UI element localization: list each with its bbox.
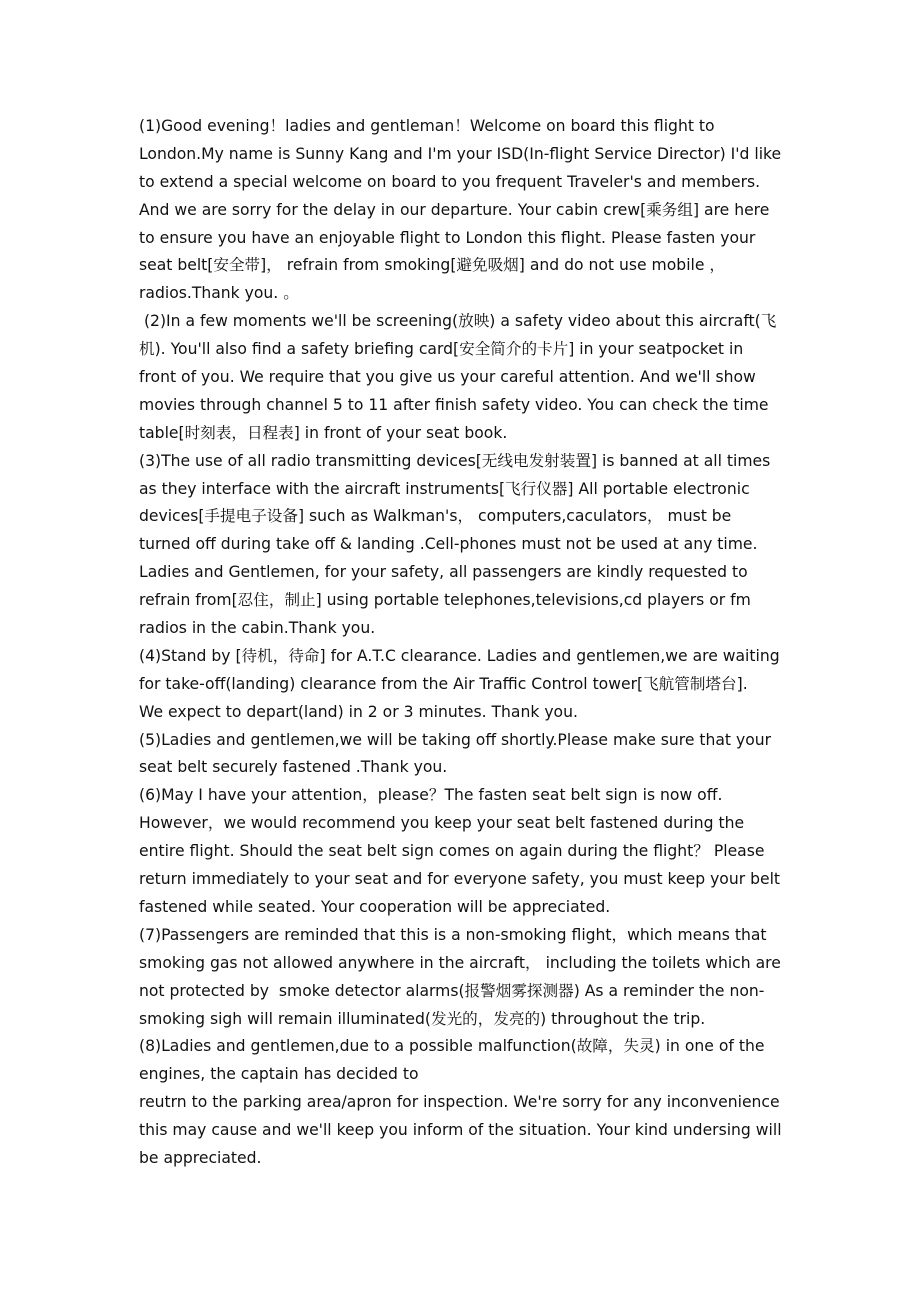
text-line: not protected by smoke detector alarms(报警烟雾探测器) As a reminder the non- (139, 981, 765, 1000)
text-line: 机). You'll also find a safety briefing card[安全简介的卡片] in your seatpocket in (139, 340, 744, 359)
text-line: (1)Good evening！ladies and gentleman！Welcome on board this flight to (139, 117, 715, 135)
text-line: smoking gas not allowed anywhere in the aircraft， including the toilets which are (139, 953, 781, 972)
text-line: to extend a special welcome on board to you frequent Traveler's and members. (139, 172, 761, 191)
text-line: front of you. We require that you give us your careful attention. And we'll show (139, 368, 756, 387)
text-line: this may cause and we'll keep you inform of the situation. Your kind undersing will (139, 1121, 782, 1140)
text-line: (5)Ladies and gentlemen,we will be taking off shortly.Please make sure that your (139, 730, 772, 749)
text-line: return immediately to your seat and for everyone safety, you must keep your belt (139, 870, 781, 889)
text-line: (7)Passengers are reminded that this is a non-smoking flight，which means that (139, 925, 767, 944)
text-line: reutrn to the parking area/apron for inspection. We're sorry for any inconvenience (139, 1093, 780, 1112)
text-line: We expect to depart(land) in 2 or 3 minutes. Thank you. (139, 702, 578, 721)
text-line: (8)Ladies and gentlemen,due to a possible malfunction(故障，失灵) in one of the (139, 1037, 765, 1056)
text-line: (6)May I have your attention，please？The fasten seat belt sign is now off. (139, 786, 723, 805)
text-line: radios in the cabin.Thank you. (139, 619, 376, 638)
text-line: However，we would recommend you keep your seat belt fastened during the (139, 814, 745, 833)
text-line: fastened while seated. Your cooperation will be appreciated. (139, 897, 611, 916)
text-line: radios.Thank you. 。 (139, 284, 299, 303)
text-line: engines, the captain has decided to (139, 1065, 419, 1084)
text-line: for take-off(landing) clearance from the Air Traffic Control tower[飞航管制塔台]. (139, 674, 748, 693)
text-line: entire flight. Should the seat belt sign comes on again during the flight？ Please (139, 842, 765, 861)
text-line: as they interface with the aircraft instruments[飞行仪器] All portable electronic (139, 479, 750, 498)
text-line: smoking sigh will remain illuminated(发光的，发亮的) throughout the trip. (139, 1009, 706, 1028)
document-body (139, 113, 784, 1173)
text-line: And we are sorry for the delay in our departure. Your cabin crew[乘务组] are here (139, 200, 770, 219)
text-line: table[时刻表，日程表] in front of your seat book. (139, 423, 508, 442)
text-line: seat belt[安全带]， refrain from smoking[避免吸烟] and do not use mobile ， (139, 256, 725, 275)
text-line: (4)Stand by [待机，待命] for A.T.C clearance. Ladies and gentlemen,we are waiting (139, 646, 780, 665)
text-line: movies through channel 5 to 11 after finish safety video. You can check the time (139, 395, 769, 414)
text-line: refrain from[忍住，制止] using portable telephones,televisions,cd players or fm (139, 591, 751, 610)
text-line: London.My name is Sunny Kang and I'm your ISD(In-flight Service Director) I'd like (139, 144, 782, 163)
text-line: to ensure you have an enjoyable flight to London this flight. Please fasten your (139, 228, 756, 247)
text-line: turned off during take off & landing .Cell-phones must not be used at any time. (139, 535, 758, 554)
text-line: devices[手提电子设备] such as Walkman's， computers,caculators， must be (139, 507, 732, 526)
text-line: (3)The use of all radio transmitting devices[无线电发射装置] is banned at all times (139, 451, 771, 470)
text-line: seat belt securely fastened .Thank you. (139, 758, 448, 777)
text-line: be appreciated. (139, 1148, 262, 1167)
text-line: (2)In a few moments we'll be screening(放映) a safety video about this aircraft(飞 (139, 312, 777, 331)
text-line: Ladies and Gentlemen, for your safety, all passengers are kindly requested to (139, 563, 748, 582)
